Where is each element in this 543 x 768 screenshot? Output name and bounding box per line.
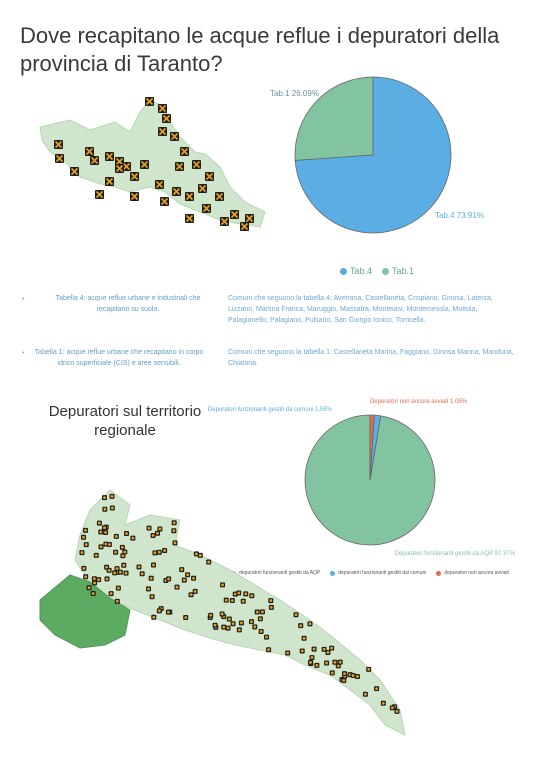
depurator-marker [109, 494, 114, 499]
depurator-marker [240, 222, 249, 231]
chart-legend [340, 266, 414, 276]
depurator-marker [102, 495, 107, 500]
depurator-marker [121, 563, 126, 568]
depurator-marker [202, 204, 211, 213]
depurator-marker [226, 626, 231, 631]
depurator-marker [329, 646, 334, 651]
depurator-marker [268, 598, 273, 603]
section-title-regional: Depuratori sul territorio regionale [48, 403, 202, 439]
depurator-marker [192, 160, 201, 169]
legend-swatch-tab4 [340, 268, 347, 275]
tab4-description: Tabella 4: acque reflue urbane e industriali che recapitano su suolo. [55, 295, 201, 313]
tab1-communes: Comuni che seguono la tabella 1: Castellaneta Marina, Faggiano, Ginosa Marina, Manduria, Chiatona. [228, 349, 514, 367]
depurator-marker [351, 673, 356, 678]
depurator-marker [102, 507, 107, 512]
depurator-marker [394, 709, 399, 714]
depurator-marker [102, 525, 107, 530]
pie-chart-taranto [270, 70, 515, 270]
depurator-marker [166, 576, 171, 581]
depurator-marker [366, 667, 371, 672]
depurator-marker [157, 550, 162, 555]
depurator-marker [237, 627, 242, 632]
depurator-marker [173, 540, 178, 545]
depurator-marker [220, 582, 225, 587]
depurator-marker [122, 550, 127, 555]
depurator-marker [147, 526, 152, 531]
depurator-marker [84, 542, 89, 547]
depurator-marker [83, 574, 88, 579]
depurator-marker [110, 506, 115, 511]
depurator-marker [151, 533, 156, 538]
depurator-marker [220, 217, 229, 226]
depurator-marker [151, 615, 156, 620]
depurator-marker [241, 599, 246, 604]
depurator-marker [183, 615, 188, 620]
depurator-marker [252, 624, 257, 629]
depurator-marker [170, 132, 179, 141]
depurator-marker [213, 623, 218, 628]
depurator-marker [166, 610, 171, 615]
depurator-marker [363, 692, 368, 697]
depurator-marker [55, 154, 64, 163]
depurator-marker [338, 660, 343, 665]
depurator-marker [114, 534, 119, 539]
depurator-marker [300, 648, 305, 653]
depurator-marker [239, 620, 244, 625]
depurator-marker [221, 625, 226, 630]
depurator-marker [269, 605, 274, 610]
depurator-marker [124, 571, 129, 576]
depurator-marker [308, 660, 313, 665]
depurator-marker [97, 521, 102, 526]
depurator-marker [324, 661, 329, 666]
depurator-marker [264, 635, 269, 640]
depurator-marker [245, 214, 254, 223]
depurator-marker [105, 152, 114, 161]
depurator-marker [160, 197, 169, 206]
depurator-marker [54, 140, 63, 149]
depurator-marker [116, 586, 121, 591]
depurator-marker [130, 172, 139, 181]
depurator-marker [130, 536, 135, 541]
data-label-1: Tab.1 26.09% [270, 89, 319, 98]
data-label-2: Depuratori non ancora avviati 1.05% [369, 399, 467, 405]
depurator-marker [381, 701, 386, 706]
depurator-marker [157, 526, 162, 531]
depurator-marker [259, 629, 264, 634]
depurator-marker [220, 611, 225, 616]
depurator-marker [162, 114, 171, 123]
legend-label-tab1: Tab.1 [392, 266, 415, 276]
depurator-marker [145, 97, 154, 106]
depurator-marker [113, 550, 118, 555]
taranto-province-map [30, 92, 270, 242]
depurator-marker [104, 576, 109, 581]
depurator-marker [309, 655, 314, 660]
depurator-marker [198, 184, 207, 193]
depurator-marker [179, 567, 184, 572]
depurator-marker [172, 520, 177, 525]
depurator-marker [205, 172, 214, 181]
depurator-marker [191, 576, 196, 581]
legend-swatch-non-avviati [436, 571, 441, 576]
depurator-marker [298, 623, 303, 628]
depurator-marker [206, 560, 211, 565]
depurator-marker [266, 647, 271, 652]
depurator-marker [157, 608, 162, 613]
depurator-marker [185, 572, 190, 577]
bullet-tab4: • [22, 296, 25, 303]
depurator-marker [224, 598, 229, 603]
depurator-marker [302, 636, 307, 641]
depurator-marker [149, 576, 154, 581]
depurator-marker [171, 528, 176, 533]
depurator-marker [293, 612, 298, 617]
depurator-marker [185, 214, 194, 223]
depurator-marker [162, 548, 167, 553]
depurator-marker [314, 663, 319, 668]
depurator-marker [136, 564, 141, 569]
depurator-marker [107, 542, 112, 547]
depurator-marker [330, 670, 335, 675]
depurator-marker [85, 147, 94, 156]
depurator-marker [146, 586, 151, 591]
depurator-marker [79, 550, 84, 555]
depurator-marker [307, 621, 312, 626]
puglia-region-map [30, 470, 430, 750]
page-title: Dove recapitano le acque reflue i depuratori della provincia di Taranto? [20, 23, 500, 76]
depurator-marker [105, 177, 114, 186]
depurator-marker [390, 705, 395, 710]
depurator-marker [87, 585, 92, 590]
depurator-marker [341, 678, 346, 683]
depurator-marker [175, 162, 184, 171]
tab1-description: Tabella 1: acque reflue urbane che recapitano in corpo idrico superficiale (CIS) e aree sensibili. [34, 349, 204, 367]
depurator-marker [130, 192, 139, 201]
taranto-province-shape [40, 100, 265, 227]
depurator-marker [227, 617, 232, 622]
depurator-marker [182, 578, 187, 583]
depurator-marker [109, 591, 114, 596]
depurator-marker [98, 530, 103, 535]
depurator-marker [90, 156, 99, 165]
depurator-marker [103, 530, 108, 535]
depurator-marker [208, 613, 213, 618]
depurator-marker [112, 570, 117, 575]
depurator-marker [180, 147, 189, 156]
tab4-communes: Comuni che seguono la tabella 4: Avetrana, Castellaneta, Crispiano, Ginosa, Laterza, Lizzano, Martina Franca, Maruggio, Massafra, Monteiasi, Montemesola, Mottola, Palagianello, Palagiano, Pulsano, San Giorgio Ionico, Torricella. [228, 295, 493, 324]
depurator-marker [158, 104, 167, 113]
depurator-marker [98, 544, 103, 549]
depurator-marker [115, 164, 124, 173]
depurator-marker [83, 528, 88, 533]
depurator-marker [312, 647, 317, 652]
depurator-marker [91, 591, 96, 596]
legend-item-tab1 [382, 266, 414, 276]
legend-swatch-tab1 [382, 268, 389, 275]
depurator-marker [95, 190, 104, 199]
legend-label-aqp: depuratori funzionanti gestiti da AQP [239, 570, 321, 576]
depurator-marker [140, 160, 149, 169]
depurator-marker [155, 531, 160, 536]
depurator-marker [249, 619, 254, 624]
data-label-0: Tab.4 73.91% [435, 211, 484, 220]
depurator-marker [285, 650, 290, 655]
depurator-marker [374, 686, 379, 691]
depurator-marker [215, 192, 224, 201]
depurator-marker [249, 593, 254, 598]
depurator-marker [172, 187, 181, 196]
depurator-marker [193, 589, 198, 594]
legend-item-tab4 [340, 266, 372, 276]
depurator-marker [322, 647, 327, 652]
depurator-marker [120, 545, 125, 550]
depurator-marker [158, 127, 167, 136]
depurator-marker [92, 576, 97, 581]
depurator-marker [107, 568, 112, 573]
data-label-1: Depuratori funzionanti gestiti da comuni 1.58% [207, 407, 332, 413]
depurator-marker [332, 660, 337, 665]
depurator-marker [231, 621, 236, 626]
depurator-marker [150, 594, 155, 599]
depurator-marker [115, 599, 120, 604]
depurator-marker [174, 585, 179, 590]
depurator-marker [185, 192, 194, 201]
depurator-marker [355, 674, 360, 679]
depurator-marker [151, 563, 156, 568]
legend-label-non-avviati: depuratori non ancora avviati [444, 570, 509, 576]
depurator-marker [260, 609, 265, 614]
legend-label-tab4: Tab.4 [350, 266, 373, 276]
depurator-marker [155, 180, 164, 189]
depurator-marker [258, 616, 263, 621]
depurator-marker [255, 610, 260, 615]
depurator-marker [243, 591, 248, 596]
depurator-marker [94, 553, 99, 558]
depurator-marker [198, 553, 203, 558]
depurator-marker [230, 598, 235, 603]
legend-item-non-avviati [436, 570, 509, 576]
depurator-marker [124, 531, 129, 536]
depurator-marker [81, 535, 86, 540]
depurator-marker [342, 671, 347, 676]
depurator-marker [70, 167, 79, 176]
depurator-marker [115, 566, 120, 571]
data-label-0: Depuratori funzionanti gestiti da AQP 97.37% [394, 551, 515, 557]
depurator-marker [81, 566, 86, 571]
depurator-marker [230, 210, 239, 219]
legend-label-comuni: depuratori funzionanti gestiti dai comuni [338, 570, 427, 576]
depurator-marker [140, 571, 145, 576]
depurator-marker [152, 550, 157, 555]
depurator-marker [236, 590, 241, 595]
bullet-tab1: • [22, 350, 25, 357]
